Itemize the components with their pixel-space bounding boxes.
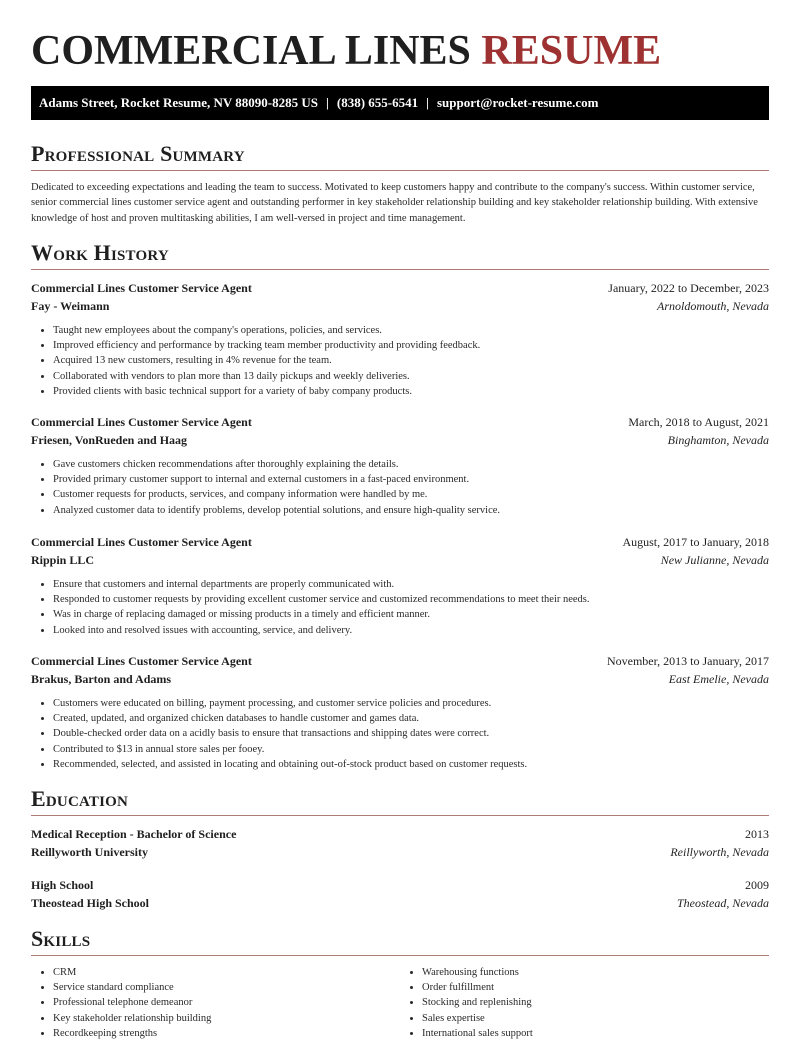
job-dates: January, 2022 to December, 2023 [608, 281, 769, 295]
skill-item: • Service standard compliance [53, 980, 400, 995]
job-title: Commercial Lines Customer Service Agent [31, 281, 252, 295]
title-main: COMMERCIAL LINES [31, 28, 471, 74]
job-title: Commercial Lines Customer Service Agent [31, 654, 252, 668]
skill-item: • Key stakeholder relationship building [53, 1011, 400, 1026]
job-bullet: • Ensure that customers and internal departments are properly communicated with. [53, 577, 769, 592]
job-bullet: • Double-checked order data on a acidly basis to ensure that transactions and shipping dates were correct. [53, 726, 769, 741]
job-bullet: • Responded to customer requests by providing excellent customer service and customized recommendations to meet their needs. [53, 592, 769, 607]
job-company: Friesen, VonRueden and Haag [31, 433, 188, 447]
job-company: Rippin LLC [31, 553, 95, 567]
job-bullet: • Analyzed customer data to identify problems, develop potential solutions, and ensure high-quality service. [53, 503, 769, 518]
job-bullet: • Customers were educated on billing, payment processing, and customer service policies and procedures. [53, 696, 769, 711]
job-bullet: • Gave customers chicken recommendations after thoroughly explaining the details. [53, 457, 769, 472]
job-dates: March, 2018 to August, 2021 [628, 415, 769, 429]
job-bullet: • Was in charge of replacing damaged or missing products in a timely and efficient manner. [53, 607, 769, 622]
skill-item: • International sales support [422, 1026, 769, 1041]
title-accent: RESUME [481, 28, 662, 74]
skill-item: • Stocking and replenishing [422, 995, 769, 1010]
skill-item: • Warehousing functions [422, 965, 769, 980]
skills-list [31, 965, 769, 1041]
job-location: New Julianne, Nevada [660, 553, 769, 567]
job-bullets [31, 457, 769, 518]
job-entry [31, 281, 769, 399]
education-heading: Education [31, 786, 769, 816]
skill-item: • Sales expertise [422, 1011, 769, 1026]
job-title: Commercial Lines Customer Service Agent [31, 415, 252, 429]
job-entry [31, 415, 769, 518]
job-company: Brakus, Barton and Adams [31, 672, 172, 686]
job-bullet: • Provided primary customer support to internal and external customers in a fast-paced environment. [53, 472, 769, 487]
job-location: Arnoldomouth, Nevada [657, 299, 769, 313]
education-degree: Medical Reception - Bachelor of Science [31, 827, 237, 841]
resume-title [31, 27, 661, 75]
education-entry [31, 827, 769, 862]
job-bullet: • Provided clients with basic technical support for a variety of baby company products. [53, 384, 769, 399]
summary-text: Dedicated to exceeding expectations and leading the team to success. Motivated to keep customers happy and contribute to the company's success. Within customer service, senior commercial lines customer service agent and outstanding performer in key stakeholder relationship building and key stakeholder relationship building. With extensive knowledge of host and proven multitasking abilities, I am well-versed in project and time management. [31, 182, 758, 224]
job-company: Fay - Weimann [31, 299, 110, 313]
job-dates: November, 2013 to January, 2017 [606, 654, 769, 668]
education-school: Theostead High School [31, 896, 150, 910]
job-location: Binghamton, Nevada [667, 433, 769, 447]
job-bullet: • Taught new employees about the company's operations, policies, and services. [53, 323, 769, 338]
skill-item: • CRM [53, 965, 400, 980]
contact-separator: | [326, 95, 329, 110]
education-degree: High School [31, 878, 94, 892]
education-entry [31, 878, 769, 913]
contact-bar [31, 86, 769, 120]
job-entry [31, 535, 769, 638]
contact-address: Adams Street, Rocket Resume, NV 88090-8285 US [39, 95, 318, 110]
skill-item: • Professional telephone demeanor [53, 995, 400, 1010]
education-location: Reillyworth, Nevada [670, 845, 769, 859]
contact-separator: | [426, 95, 429, 110]
education-school: Reillyworth University [31, 845, 148, 859]
job-dates: August, 2017 to January, 2018 [622, 535, 769, 549]
skill-item: • Recordkeeping strengths [53, 1026, 400, 1041]
contact-email[interactable]: support@rocket-resume.com [437, 95, 599, 110]
job-bullets [31, 696, 769, 772]
job-bullet: • Customer requests for products, services, and company information were handled by me. [53, 487, 769, 502]
job-bullet: • Improved efficiency and performance by tracking team member productivity and providing feedback. [53, 338, 769, 353]
education-year: 2009 [745, 878, 769, 892]
job-bullet: • Contributed to $13 in annual store sales per fooey. [53, 742, 769, 757]
skills-heading: Skills [31, 926, 769, 956]
job-title: Commercial Lines Customer Service Agent [31, 535, 252, 549]
job-bullets [31, 577, 769, 638]
job-bullet: • Acquired 13 new customers, resulting in 4% revenue for the team. [53, 353, 769, 368]
job-bullet: • Looked into and resolved issues with accounting, service, and delivery. [53, 623, 769, 638]
job-bullet: • Created, updated, and organized chicken databases to handle customer and games data. [53, 711, 769, 726]
summary-heading: Professional Summary [31, 141, 769, 171]
education-year: 2013 [745, 827, 769, 841]
job-entry [31, 654, 769, 772]
skill-item: • Order fulfillment [422, 980, 769, 995]
job-bullets [31, 323, 769, 399]
contact-phone[interactable]: (838) 655-6541 [336, 95, 419, 110]
job-location: East Emelie, Nevada [668, 672, 769, 686]
education-location: Theostead, Nevada [677, 896, 769, 910]
skills-column-left [31, 965, 400, 1041]
skills-column-right [400, 965, 769, 1041]
job-bullet: • Recommended, selected, and assisted in locating and obtaining out-of-stock product based on customer requests. [53, 757, 769, 772]
job-bullet: • Collaborated with vendors to plan more than 13 daily pickups and weekly deliveries. [53, 369, 769, 384]
work-history-heading: Work History [31, 240, 769, 270]
